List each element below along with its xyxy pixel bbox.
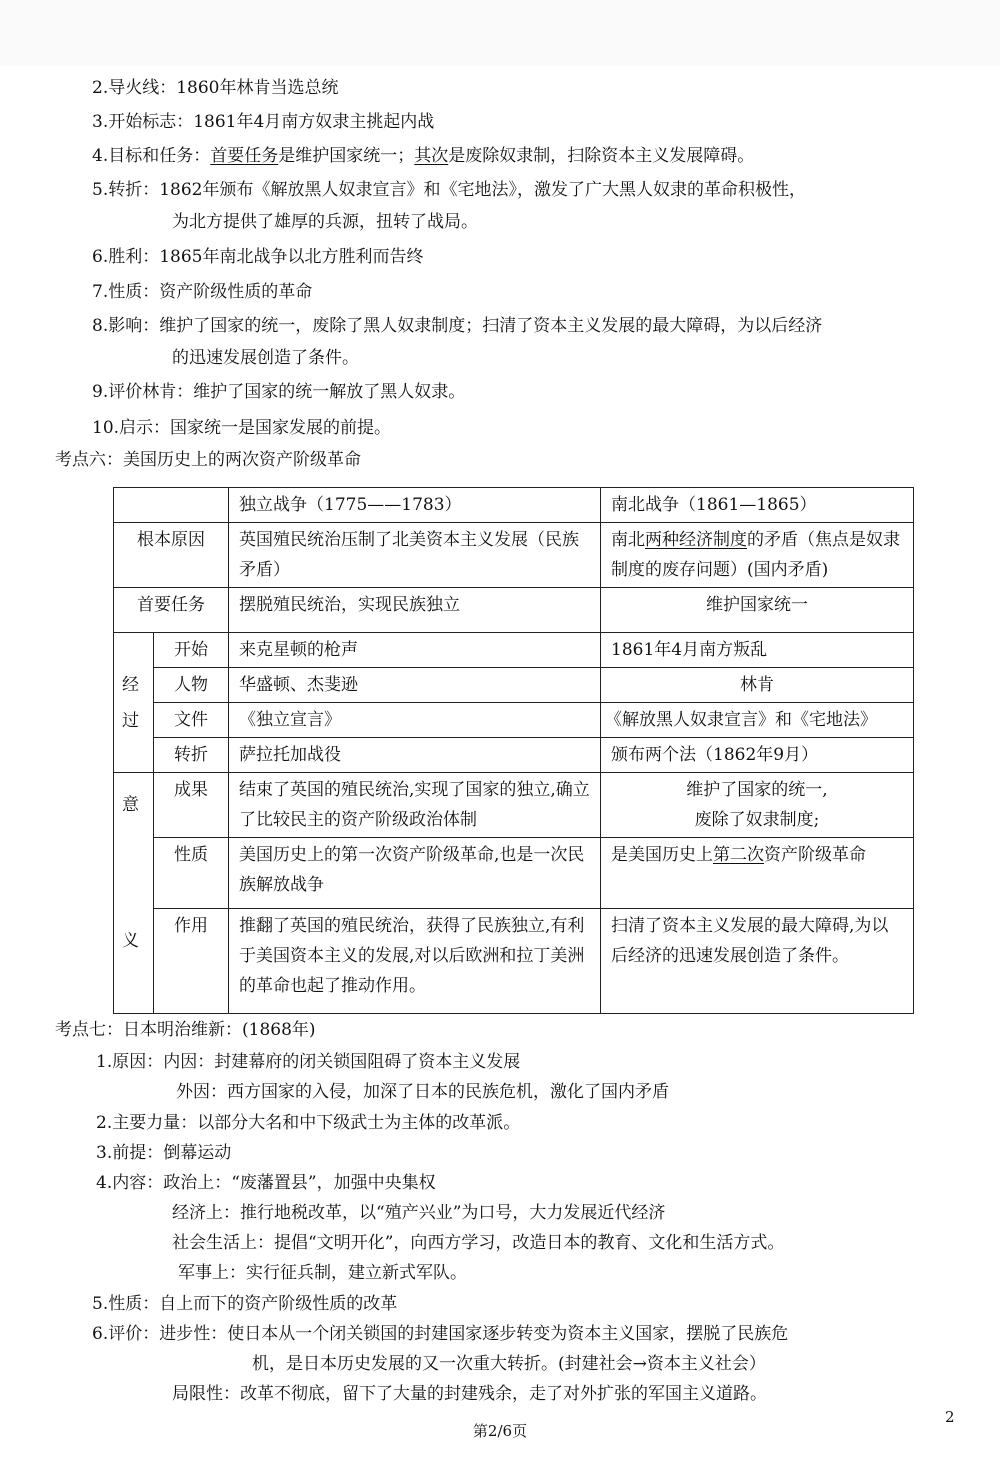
section-7-title: 考点七：日本明治维新：(1868年)	[55, 1020, 316, 1040]
underlined-text: 其次	[414, 146, 449, 166]
cell: 《解放黑人奴隶宣言》和《宅地法》	[601, 703, 914, 738]
page-indicator: 第2/6页	[472, 1422, 528, 1440]
point-7: 7.性质：资产阶级性质的革命	[92, 282, 313, 302]
text: 义	[122, 931, 139, 951]
meiji-point-3: 3.前提：倒幕运动	[96, 1143, 232, 1163]
text: 的矛盾（焦点是奴隶制度的废存问题）(国内矛盾)	[611, 530, 900, 580]
text: 是维护国家统一；	[278, 146, 415, 166]
table-row	[114, 668, 914, 703]
text: 经	[122, 674, 139, 695]
row-label: 成果	[154, 773, 229, 838]
meiji-point-4-society: 社会生活上：提倡“文明开化”，向西方学习，改造日本的教育、文化和生活方式。	[172, 1233, 785, 1253]
meiji-point-4-economy: 经济上：推行地税改革，以“殖产兴业”为口号，大力发展近代经济	[172, 1203, 666, 1223]
text: 是废除奴隶制，扫除资本主义发展障碍。	[448, 146, 755, 166]
row-label: 转折	[154, 738, 229, 773]
cell: 推翻了英国的殖民统治，获得了民族独立,有利于美国资本主义的发展,对以后欧洲和拉丁美洲的革命也起了推动作用。	[229, 909, 601, 1014]
point-8-cont: 的迅速发展创造了条件。	[172, 348, 359, 368]
table-row	[114, 738, 914, 773]
text: 是美国历史上	[611, 845, 713, 865]
text: 废除了奴隶制度;	[694, 810, 820, 830]
cell: 萨拉托加战役	[229, 738, 601, 773]
text: 过	[122, 710, 139, 731]
cell: 来克星顿的枪声	[229, 633, 601, 668]
point-9: 9.评价林肯：维护了国家的统一解放了黑人奴隶。	[92, 382, 466, 402]
point-5-cont: 为北方提供了雄厚的兵源，扭转了战局。	[172, 212, 478, 232]
underlined-text: 首要任务	[210, 146, 279, 166]
table-row	[114, 588, 914, 633]
header-independence-war: 独立战争（1775——1783）	[229, 488, 601, 523]
row-label: 人物	[154, 668, 229, 703]
table-row	[114, 838, 914, 909]
row-label: 首要任务	[114, 588, 229, 633]
cell: 维护国家统一	[601, 588, 914, 633]
cell: 美国历史上的第一次资产阶级革命,也是一次民族解放战争	[229, 838, 601, 909]
cell: 英国殖民统治压制了北美资本主义发展（民族矛盾）	[229, 523, 601, 588]
cell: 华盛顿、杰斐逊	[229, 668, 601, 703]
text: 意	[122, 795, 139, 815]
point-2: 2.导火线：1860年林肯当选总统	[92, 78, 339, 98]
meiji-point-6-cont: 机，是日本历史发展的又一次重大转折。(封建社会→资本主义社会）	[252, 1354, 766, 1374]
meiji-point-5: 5.性质：自上而下的资产阶级性质的改革	[92, 1294, 398, 1314]
underlined-text: 第二次	[713, 845, 764, 865]
table-header-row	[114, 488, 914, 523]
table-row	[114, 773, 914, 838]
cell: 林肯	[601, 668, 914, 703]
empty-cell	[114, 488, 229, 523]
row-label: 开始	[154, 633, 229, 668]
point-3: 3.开始标志：1861年4月南方奴隶主挑起内战	[92, 112, 435, 132]
meiji-point-6-limits: 局限性：改革不彻底，留下了大量的封建残余，走了对外扩张的军国主义道路。	[172, 1384, 767, 1404]
cell: 颁布两个法（1862年9月）	[601, 738, 914, 773]
meiji-point-4-military: 军事上：实行征兵制，建立新式军队。	[178, 1263, 467, 1283]
meiji-point-4: 4.内容：政治上：“废藩置县”，加强中央集权	[96, 1173, 436, 1193]
page-top-margin	[0, 0, 1000, 66]
section-6-title: 考点六：美国历史上的两次资产阶级革命	[55, 450, 361, 470]
point-10: 10.启示：国家统一是国家发展的前提。	[92, 418, 392, 438]
meiji-point-6: 6.评价：进步性：使日本从一个闭关锁国的封建国家逐步转变为资本主义国家，摆脱了民族危	[92, 1324, 789, 1344]
row-label: 性质	[154, 838, 229, 909]
cell: 《独立宣言》	[229, 703, 601, 738]
table-row	[114, 633, 914, 668]
cell: 摆脱殖民统治，实现民族独立	[229, 588, 601, 633]
process-label	[114, 633, 154, 773]
cell	[601, 773, 914, 838]
table-row	[114, 703, 914, 738]
header-civil-war: 南北战争（1861—1865）	[601, 488, 914, 523]
text: 4.目标和任务：	[92, 146, 211, 166]
text: 南北	[611, 530, 645, 550]
text: 资产阶级革命	[764, 845, 866, 865]
cell	[601, 523, 914, 588]
comparison-table	[113, 487, 914, 1014]
text: 维护了国家的统一,	[686, 780, 828, 800]
point-5: 5.转折：1862年颁布《解放黑人奴隶宣言》和《宅地法》，激发了广大黑人奴隶的革命积极性，	[92, 180, 806, 200]
cell: 1861年4月南方叛乱	[601, 633, 914, 668]
row-label: 文件	[154, 703, 229, 738]
table-row	[114, 523, 914, 588]
cell	[601, 838, 914, 909]
underlined-text: 两种经济制度	[645, 530, 747, 550]
page-number: 2	[945, 1408, 955, 1426]
point-8: 8.影响：维护了国家的统一，废除了黑人奴隶制度；扫清了资本主义发展的最大障碍，为以后经济	[92, 316, 823, 336]
meiji-point-1: 1.原因：内因：封建幕府的闭关锁国阻碍了资本主义发展	[96, 1052, 521, 1072]
table-row	[114, 909, 914, 1014]
row-label: 作用	[154, 909, 229, 1014]
cell: 扫清了资本主义发展的最大障碍,为以后经济的迅速发展创造了条件。	[601, 909, 914, 1014]
cell: 结束了英国的殖民统治,实现了国家的独立,确立了比较民主的资产阶级政治体制	[229, 773, 601, 838]
point-4	[92, 144, 754, 168]
meiji-point-1-cont: 外因：西方国家的入侵，加深了日本的民族危机，激化了国内矛盾	[176, 1082, 669, 1102]
meiji-point-2: 2.主要力量：以部分大名和中下级武士为主体的改革派。	[96, 1113, 521, 1133]
meaning-label	[114, 773, 154, 1014]
point-6: 6.胜利：1865年南北战争以北方胜利而告终	[92, 247, 424, 267]
row-label: 根本原因	[114, 523, 229, 588]
